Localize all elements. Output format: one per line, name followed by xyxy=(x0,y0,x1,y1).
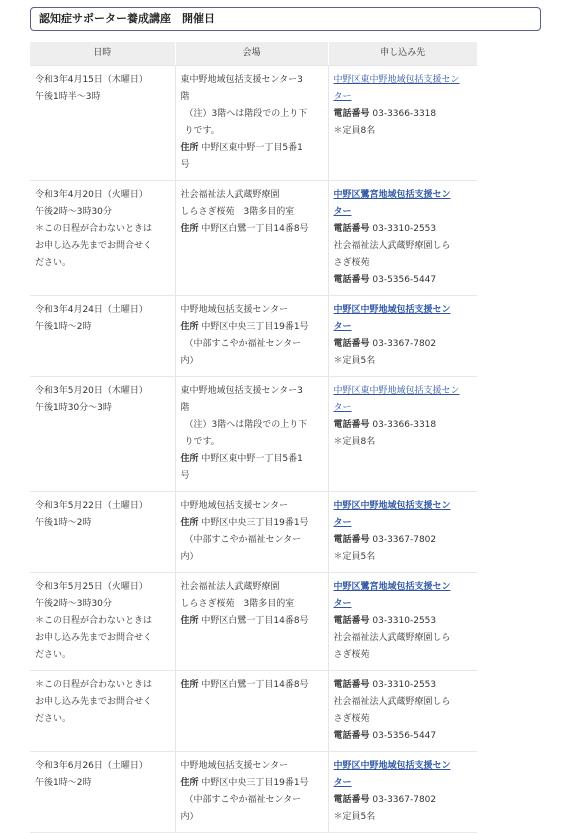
cell-venue xyxy=(175,66,328,181)
datetime-line: 令和3年5月20日（木曜日） xyxy=(35,386,148,396)
contact-text: 03-3367-7802 xyxy=(369,795,437,805)
contact-line xyxy=(334,549,473,566)
datetime-line: 令和3年5月22日（土曜日） xyxy=(35,501,148,511)
contact-line xyxy=(334,106,473,123)
datetime-line: 令和3年4月24日（土曜日） xyxy=(35,305,148,315)
venue-text: （中部すこやか福祉センター xyxy=(184,339,302,349)
table-header xyxy=(30,42,477,66)
datetime-line: 午後1時～2時 xyxy=(35,778,92,788)
venue-text: しらさぎ桜苑 3階多目的室 xyxy=(180,599,295,609)
phone-label: 電話番号 xyxy=(333,731,370,741)
cell-datetime xyxy=(30,492,175,573)
cell-venue xyxy=(175,492,328,573)
venue-line xyxy=(181,89,323,106)
contact-link[interactable] xyxy=(334,383,473,400)
contact-line xyxy=(334,630,473,647)
datetime-line: 午後1時～2時 xyxy=(35,518,92,528)
cell-contact xyxy=(328,752,477,833)
contact-link-text[interactable]: ター xyxy=(333,518,352,528)
contact-line xyxy=(334,123,473,140)
datetime-line: 午後1時30分～3時 xyxy=(35,403,112,413)
contact-line xyxy=(334,336,473,353)
datetime-line: ださい。 xyxy=(35,650,72,660)
contact-text: 社会福祉法人武蔵野療園しら xyxy=(333,633,451,643)
venue-line xyxy=(181,417,323,434)
venue-text: 社会福祉法人武蔵野療園 xyxy=(180,190,280,200)
venue-text: 中野区白鷺一丁目14番8号 xyxy=(198,224,309,234)
address-label: 住所 xyxy=(180,616,199,626)
venue-line xyxy=(181,468,323,485)
contact-link[interactable] xyxy=(334,498,473,515)
contact-link-text[interactable]: 中野区鷺宮地域包括支援セン xyxy=(333,190,451,200)
contact-link-text[interactable]: 中野区中野地域包括支援セン xyxy=(333,305,451,315)
datetime-line: 令和3年4月20日（火曜日） xyxy=(35,190,148,200)
venue-text: 号 xyxy=(180,160,190,170)
contact-link[interactable] xyxy=(334,302,473,319)
datetime-line: お申し込み先までお問合せく xyxy=(35,633,153,643)
venue-text: 階 xyxy=(180,403,190,413)
cell-venue xyxy=(175,181,328,296)
table-row xyxy=(30,296,477,377)
address-label: 住所 xyxy=(180,454,199,464)
cell-datetime xyxy=(30,671,175,752)
phone-label: 電話番号 xyxy=(333,795,370,805)
venue-line xyxy=(181,775,323,792)
cell-datetime xyxy=(30,296,175,377)
datetime-line: ＊この日程が合わないときは xyxy=(35,616,153,626)
venue-text: 東中野地域包括支援センター3 xyxy=(180,386,303,396)
cell-venue xyxy=(175,573,328,671)
venue-text: しらさぎ桜苑 3階多目的室 xyxy=(180,207,295,217)
venue-text: 中野地域包括支援センター xyxy=(180,761,289,771)
page-title: 認知症サポーター養成講座 開催日 xyxy=(30,7,541,31)
contact-line xyxy=(334,809,473,826)
venue-line xyxy=(181,204,323,221)
contact-line xyxy=(334,677,473,694)
cell-contact xyxy=(328,66,477,181)
venue-line xyxy=(181,157,323,174)
contact-link[interactable] xyxy=(334,319,473,336)
contact-link[interactable] xyxy=(334,89,473,106)
contact-line xyxy=(334,238,473,255)
venue-text: 内） xyxy=(180,356,199,366)
datetime-line: ＊この日程が合わないときは xyxy=(35,680,153,690)
cell-contact xyxy=(328,492,477,573)
contact-text: 社会福祉法人武蔵野療園しら xyxy=(333,241,451,251)
venue-text: 中野地域包括支援センター xyxy=(180,305,289,315)
venue-text: りです。 xyxy=(184,437,220,447)
venue-line xyxy=(181,434,323,451)
contact-line xyxy=(334,353,473,370)
venue-line xyxy=(181,319,323,336)
venue-text: 中野区白鷺一丁目14番8号 xyxy=(198,680,309,690)
venue-line xyxy=(181,498,323,515)
venue-line xyxy=(181,613,323,630)
phone-label: 電話番号 xyxy=(333,109,370,119)
venue-text: 中野地域包括支援センター xyxy=(180,501,289,511)
contact-text: 03-5356-5447 xyxy=(369,275,437,285)
contact-line xyxy=(334,728,473,745)
venue-line xyxy=(181,596,323,613)
contact-text: 03-3367-7802 xyxy=(369,535,437,545)
venue-text: 内） xyxy=(180,552,199,562)
datetime-line: 令和3年4月15日（木曜日） xyxy=(35,75,148,85)
venue-text: 中野区東中野一丁目5番1 xyxy=(198,143,303,153)
contact-line xyxy=(334,647,473,664)
cell-venue xyxy=(175,296,328,377)
table-row xyxy=(30,377,477,492)
venue-line xyxy=(181,532,323,549)
contact-text: 03-3310-2553 xyxy=(369,224,437,234)
venue-text: 中野区白鷺一丁目14番8号 xyxy=(198,616,309,626)
venue-text: 内） xyxy=(180,812,199,822)
contact-link[interactable] xyxy=(334,187,473,204)
datetime-line: ＊この日程が合わないときは xyxy=(35,224,153,234)
contact-line xyxy=(334,272,473,289)
schedule-table xyxy=(30,42,477,833)
header-venue: 会場 xyxy=(175,42,328,66)
datetime-line: ださい。 xyxy=(35,714,72,724)
venue-text: 階 xyxy=(180,92,190,102)
datetime-line: 午後2時～3時30分 xyxy=(35,207,112,217)
phone-label: 電話番号 xyxy=(333,224,370,234)
address-label: 住所 xyxy=(180,322,199,332)
venue-line xyxy=(181,140,323,157)
table-row xyxy=(30,181,477,296)
phone-label: 電話番号 xyxy=(333,616,370,626)
venue-text: 中野区東中野一丁目5番1 xyxy=(198,454,303,464)
datetime-line: 午後2時～3時30分 xyxy=(35,599,112,609)
venue-line xyxy=(181,515,323,532)
venue-text: 東中野地域包括支援センター3 xyxy=(180,75,303,85)
contact-link-text[interactable]: 中野区東中野地域包括支援セン xyxy=(333,386,460,396)
phone-label: 電話番号 xyxy=(333,535,370,545)
contact-line xyxy=(334,221,473,238)
cell-contact xyxy=(328,573,477,671)
cell-venue xyxy=(175,671,328,752)
venue-text: 社会福祉法人武蔵野療園 xyxy=(180,582,280,592)
contact-text: 03-3367-7802 xyxy=(369,339,437,349)
venue-text: りです。 xyxy=(184,126,220,136)
contact-text: ＊定員5名 xyxy=(333,812,376,822)
table-row xyxy=(30,492,477,573)
contact-link-text[interactable]: ター xyxy=(333,403,352,413)
datetime-line: 令和3年6月26日（土曜日） xyxy=(35,761,148,771)
table-row xyxy=(30,671,477,752)
header-contact: 申し込み先 xyxy=(328,42,477,66)
cell-datetime xyxy=(30,752,175,833)
contact-text: さぎ桜苑 xyxy=(333,650,370,660)
table-row xyxy=(30,752,477,833)
contact-text: さぎ桜苑 xyxy=(333,714,370,724)
venue-line xyxy=(181,72,323,89)
contact-link-text[interactable]: ター xyxy=(333,92,352,102)
cell-contact xyxy=(328,181,477,296)
contact-link-text[interactable]: ター xyxy=(333,778,352,788)
cell-datetime xyxy=(30,181,175,296)
contact-line xyxy=(334,694,473,711)
phone-label: 電話番号 xyxy=(333,420,370,430)
address-label: 住所 xyxy=(180,143,199,153)
contact-link[interactable] xyxy=(334,204,473,221)
contact-text: ＊定員8名 xyxy=(333,126,376,136)
contact-link-text[interactable]: ター xyxy=(333,207,352,217)
contact-link[interactable] xyxy=(334,515,473,532)
venue-text: 号 xyxy=(180,471,190,481)
cell-contact xyxy=(328,377,477,492)
contact-line xyxy=(334,532,473,549)
contact-link[interactable] xyxy=(334,72,473,89)
venue-line xyxy=(181,451,323,468)
cell-contact xyxy=(328,296,477,377)
contact-text: 03-5356-5447 xyxy=(369,731,437,741)
venue-text: （注）3階へは階段での上り下 xyxy=(184,109,308,119)
venue-line xyxy=(181,123,323,140)
contact-text: ＊定員8名 xyxy=(333,437,376,447)
contact-text: 03-3310-2553 xyxy=(369,680,437,690)
venue-line xyxy=(181,809,323,826)
venue-text: 中野区中央三丁目19番1号 xyxy=(198,778,309,788)
venue-line xyxy=(181,792,323,809)
phone-label: 電話番号 xyxy=(333,680,370,690)
venue-text: 中野区中央三丁目19番1号 xyxy=(198,322,309,332)
contact-link[interactable] xyxy=(334,775,473,792)
contact-link[interactable] xyxy=(334,596,473,613)
venue-line xyxy=(181,353,323,370)
cell-venue xyxy=(175,377,328,492)
datetime-line: 午後1時～2時 xyxy=(35,322,92,332)
contact-link-text[interactable]: 中野区中野地域包括支援セン xyxy=(333,761,451,771)
table-row xyxy=(30,66,477,181)
address-label: 住所 xyxy=(180,224,199,234)
contact-text: さぎ桜苑 xyxy=(333,258,370,268)
header-datetime: 日時 xyxy=(30,42,175,66)
contact-link[interactable] xyxy=(334,400,473,417)
contact-link[interactable] xyxy=(334,758,473,775)
contact-line xyxy=(334,417,473,434)
address-label: 住所 xyxy=(180,518,199,528)
datetime-line: ださい。 xyxy=(35,258,72,268)
contact-link-text[interactable]: ター xyxy=(333,599,352,609)
contact-line xyxy=(334,255,473,272)
contact-link[interactable] xyxy=(334,579,473,596)
venue-line xyxy=(181,549,323,566)
venue-line xyxy=(181,336,323,353)
venue-line xyxy=(181,758,323,775)
contact-text: 03-3366-3318 xyxy=(369,420,437,430)
venue-line xyxy=(181,221,323,238)
cell-contact xyxy=(328,671,477,752)
venue-line xyxy=(181,187,323,204)
table-row xyxy=(30,573,477,671)
address-label: 住所 xyxy=(180,680,199,690)
contact-line xyxy=(334,711,473,728)
contact-text: ＊定員5名 xyxy=(333,356,376,366)
cell-datetime xyxy=(30,66,175,181)
contact-link-text[interactable]: 中野区東中野地域包括支援セン xyxy=(333,75,460,85)
contact-line xyxy=(334,792,473,809)
contact-link-text[interactable]: ター xyxy=(333,322,352,332)
phone-label: 電話番号 xyxy=(333,275,370,285)
contact-line xyxy=(334,613,473,630)
cell-datetime xyxy=(30,573,175,671)
contact-line xyxy=(334,434,473,451)
contact-link-text[interactable]: 中野区鷺宮地域包括支援セン xyxy=(333,582,451,592)
contact-text: ＊定員5名 xyxy=(333,552,376,562)
venue-text: （中部すこやか福祉センター xyxy=(184,535,302,545)
cell-venue xyxy=(175,752,328,833)
venue-text: 中野区中央三丁目19番1号 xyxy=(198,518,309,528)
phone-label: 電話番号 xyxy=(333,339,370,349)
venue-text: （注）3階へは階段での上り下 xyxy=(184,420,308,430)
datetime-line: 令和3年5月25日（火曜日） xyxy=(35,582,148,592)
venue-line xyxy=(181,579,323,596)
datetime-line: お申し込み先までお問合せく xyxy=(35,241,153,251)
datetime-line: お申し込み先までお問合せく xyxy=(35,697,153,707)
contact-text: 03-3310-2553 xyxy=(369,616,437,626)
venue-line xyxy=(181,106,323,123)
address-label: 住所 xyxy=(180,778,199,788)
contact-text: 社会福祉法人武蔵野療園しら xyxy=(333,697,451,707)
table-body xyxy=(30,66,477,833)
venue-line xyxy=(181,302,323,319)
cell-datetime xyxy=(30,377,175,492)
contact-text: 03-3366-3318 xyxy=(369,109,437,119)
venue-text: （中部すこやか福祉センター xyxy=(184,795,302,805)
datetime-line: 午後1時半～3時 xyxy=(35,92,101,102)
contact-link-text[interactable]: 中野区中野地域包括支援セン xyxy=(333,501,451,511)
venue-line xyxy=(181,677,323,694)
venue-line xyxy=(181,383,323,400)
venue-line xyxy=(181,400,323,417)
